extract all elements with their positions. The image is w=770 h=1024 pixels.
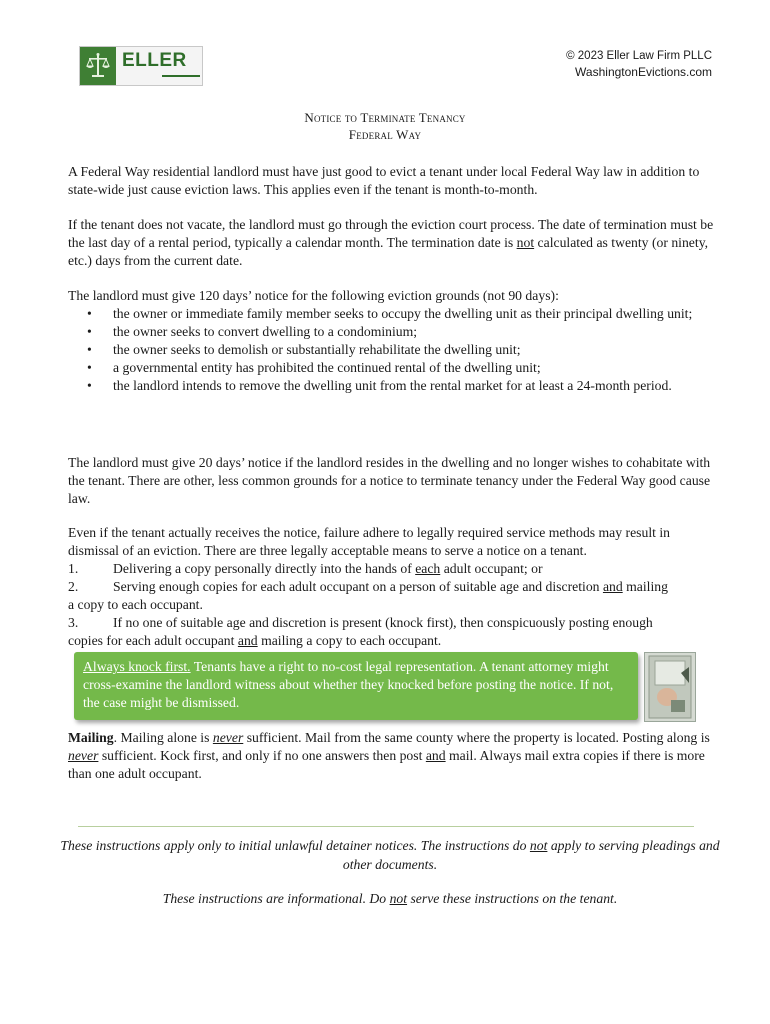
logo-tagline-mark — [162, 75, 200, 77]
notice-120-section — [68, 287, 714, 395]
grounds-120-list — [68, 305, 714, 395]
service-method-3: 3. If no one of suitable age and discretion is present (knock first), then conspicuously posting enough copies for each adult occupant and mailing a copy to each occupant. — [68, 615, 653, 648]
footnote-scope: These instructions apply only to initial unlawful detainer notices. The instructions do not apply to serving pleadings and other documents. — [60, 838, 720, 872]
intro-paragraph: A Federal Way residential landlord must have just good to evict a tenant under local Federal Way law in addition to state-wide just cause eviction laws. This applies even if the tenant is month-to-month. — [68, 164, 700, 197]
footnote-informational: These instructions are informational. Do not serve these instructions on the tenant. — [162, 891, 618, 906]
list-item: • the landlord intends to remove the dwelling unit from the rental market for at least a 24-month period. — [68, 377, 714, 395]
notice-120-paragraph: The landlord must give 120 days’ notice for the following eviction grounds (not 90 days): — [68, 288, 559, 303]
service-section — [68, 524, 714, 650]
service-method-1: 1. Delivering a copy personally directly into the hands of each adult occupant; or — [68, 561, 543, 576]
list-item: • the owner seeks to convert dwelling to a condominium; — [68, 323, 714, 341]
door-knock-photo — [644, 652, 696, 722]
list-item: • a governmental entity has prohibited the continued rental of the dwelling unit; — [68, 359, 714, 377]
service-intro: Even if the tenant actually receives the notice, failure adhere to legally required service methods may result in dismissal of an eviction. There are three legally acceptable means to serve a notice on a tenant. — [68, 525, 671, 558]
list-item: • the owner or immediate family member seeks to occupy the dwelling unit as their principal dwelling unit; — [68, 305, 714, 323]
mailing-label: Mailing — [68, 730, 114, 745]
header-copyright — [566, 48, 712, 80]
callout-lead: Always knock first. — [83, 659, 191, 674]
website-text: WashingtonEvictions.com — [575, 65, 712, 79]
list-item: • the owner seeks to demolish or substantially rehabilitate the dwelling unit; — [68, 341, 714, 359]
knock-first-callout — [74, 652, 638, 720]
service-method-2: 2. Serving enough copies for each adult occupant on a person of suitable age and discretion and mailing a copy to each occupant. — [68, 579, 668, 612]
mailing-paragraph: Mailing. Mailing alone is never sufficient. Mail from the same county where the property is located. Posting along is never sufficient. Kock first, and only if no one answers then post and mail. Always mail extra copies if there is more than one adult occupant. — [68, 730, 710, 781]
document-title: Notice to Terminate Tenancy — [304, 110, 466, 125]
copyright-text: © 2023 Eller Law Firm PLLC — [566, 50, 712, 62]
footer-divider — [78, 826, 694, 827]
document-subtitle: Federal Way — [348, 127, 422, 142]
vacate-paragraph: If the tenant does not vacate, the landlord must go through the eviction court process. The date of termination must be the last day of a rental period, typically a calendar month. The termination date is not calculated as twenty (or ninety, etc.) days from the current date. — [68, 217, 714, 268]
logo-wordmark: ELLER — [122, 50, 187, 71]
callout-text: Tenants have a right to no-cost legal representation. A tenant attorney might cross-examine the landlord witness about whether they knocked before posting the notice. If not, the case might be dismissed. — [83, 659, 614, 710]
notice-20-paragraph: The landlord must give 20 days’ notice if the landlord resides in the dwelling and no longer wishes to cohabitate with the tenant. There are other, less common grounds for a notice to terminate tenancy under the Federal Way good cause law. — [68, 455, 711, 506]
scales-of-justice-icon — [80, 47, 116, 85]
eller-logo — [79, 46, 203, 86]
